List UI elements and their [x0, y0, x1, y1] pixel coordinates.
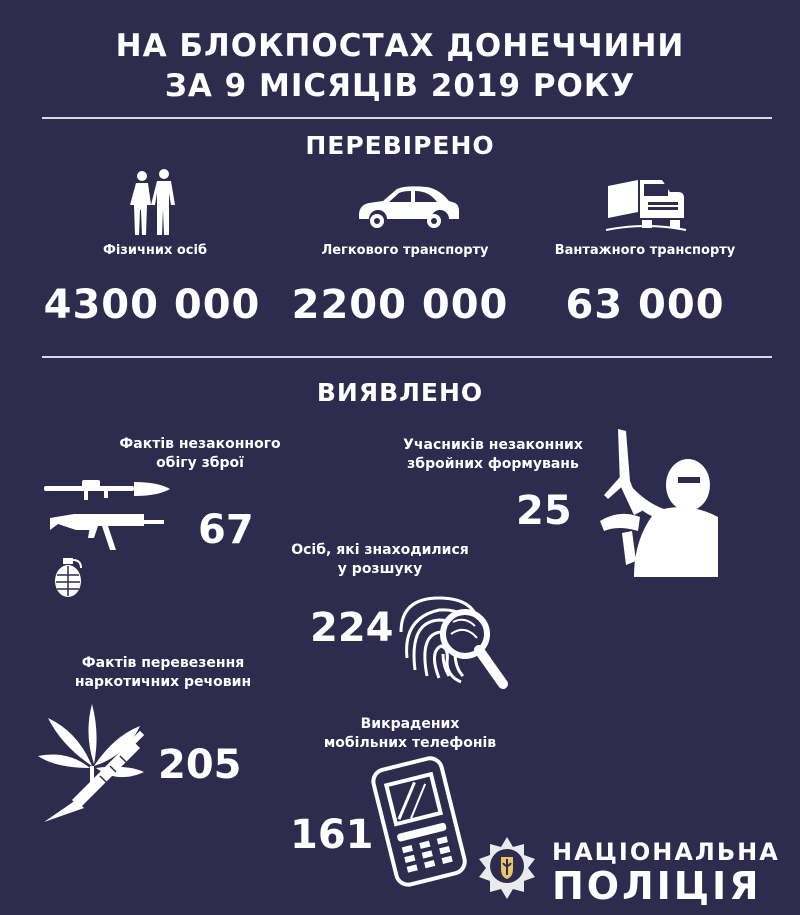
phones-value: 161 — [290, 812, 374, 858]
mobile-phone-icon — [368, 758, 474, 884]
militants-label: Учасників незаконних збройних формувань — [403, 437, 583, 472]
value-trucks: 63 000 — [565, 282, 725, 328]
label-cars: Легкового транспорту — [321, 243, 489, 258]
value-persons: 4300 000 — [43, 282, 261, 328]
checked-heading: ПЕРЕВІРЕНО — [305, 131, 495, 160]
people-icon — [128, 168, 182, 238]
fingerprint-magnifier-icon — [395, 588, 511, 698]
label-persons: Фізичних осіб — [102, 243, 208, 258]
logo-line-1: НАЦІОНАЛЬНА — [552, 838, 780, 866]
phones-label: Викрадених мобільних телефонів — [323, 716, 497, 751]
weapons-value: 67 — [198, 507, 254, 553]
weapons-label: Фактів незаконного обігу зброї — [119, 436, 281, 471]
wanted-label: Осіб, які знаходилися у розшуку — [291, 542, 469, 577]
label-trucks: Вантажного транспорту — [554, 243, 736, 258]
logo-line-2: ПОЛІЦІЯ — [552, 864, 762, 908]
wanted-value: 224 — [310, 605, 394, 651]
police-emblem-icon — [477, 835, 537, 897]
truck-icon — [604, 174, 688, 236]
rifle-icon — [50, 510, 166, 552]
rpg-icon — [44, 478, 172, 502]
value-cars: 2200 000 — [291, 282, 509, 328]
title-line-1: НА БЛОКПОСТАХ ДОНЕЧЧИНИ — [115, 28, 685, 64]
car-icon — [355, 185, 459, 231]
divider-middle — [42, 356, 772, 358]
divider-top — [42, 117, 772, 119]
found-heading: ВИЯВЛЕНО — [316, 378, 484, 407]
grenade-icon — [53, 558, 83, 598]
drugs-value: 205 — [158, 742, 242, 788]
drugs-label: Фактів перевезення наркотичних речовин — [74, 655, 252, 690]
title-line-2: ЗА 9 МІСЯЦІВ 2019 РОКУ — [164, 68, 636, 104]
militants-value: 25 — [516, 488, 572, 534]
militant-silhouette-icon — [598, 425, 722, 577]
cannabis-syringe-icon — [36, 700, 148, 822]
